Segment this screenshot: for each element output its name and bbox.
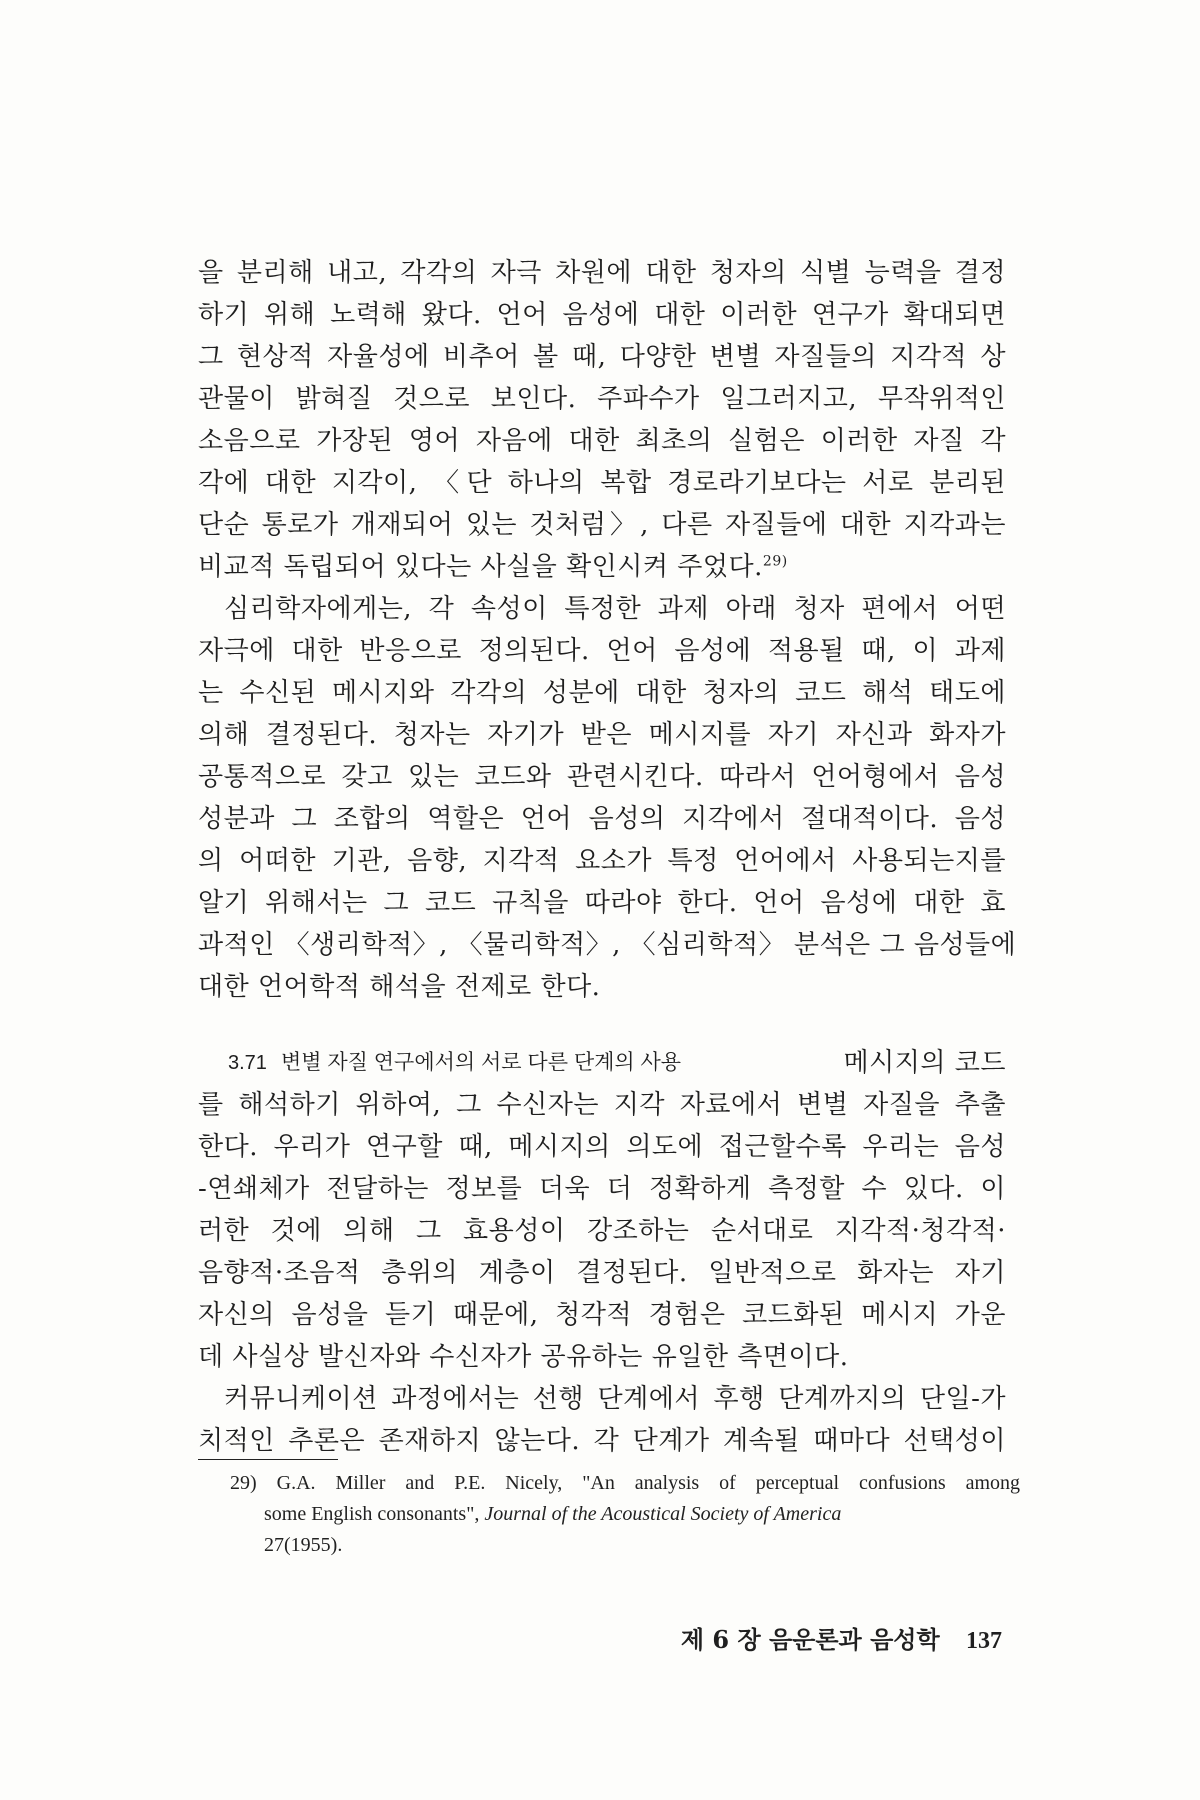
section-first-line-text: 메시지의 코드 (843, 1048, 1006, 1078)
text-line: 공통적으로 갖고 있는 코드와 관련시킨다. 따라서 언어형에서 음성 (198, 762, 1006, 792)
chapter-title: 제 6 장 음운론과 음성학 (680, 1625, 940, 1654)
section-number: 3.71 (228, 1052, 267, 1074)
footnote-29 (230, 1468, 1020, 1561)
section-title: 변별 자질 연구에서의 서로 다른 단계의 사용 (280, 1051, 682, 1074)
text-line: 치적인 추론은 존재하지 않는다. 각 단계가 계속될 때마다 선택성이 (198, 1426, 1006, 1456)
text-line: 심리학자에게는, 각 속성이 특정한 과제 아래 청자 편에서 어떤 (224, 594, 1006, 624)
text-line: 을 분리해 내고, 각각의 자극 차원에 대한 청자의 식별 능력을 결정 (198, 258, 1006, 288)
section-heading-line (198, 1042, 1006, 1084)
footnote-reference: 29) (762, 553, 788, 570)
body-text-top (198, 252, 1017, 1008)
text-line: 하기 위해 노력해 왔다. 언어 음성에 대한 이러한 연구가 확대되면 (198, 300, 1006, 330)
text-line: 데 사실상 발신자와 수신자가 공유하는 유일한 측면이다. (198, 1342, 849, 1372)
text-line: 소음으로 가장된 영어 자음에 대한 최초의 실험은 이러한 자질 각 (198, 426, 1006, 456)
text-line: 의해 결정된다. 청자는 자기가 받은 메시지를 자기 자신과 화자가 (198, 720, 1006, 750)
text-line: 커뮤니케이션 과정에서는 선행 단계에서 후행 단계까지의 단일-가 (224, 1384, 1006, 1414)
text-line: 알기 위해서는 그 코드 규칙을 따라야 한다. 언어 음성에 대한 효 (198, 888, 1006, 918)
body-text-section (198, 1042, 1006, 1462)
footnote-number: 29) (230, 1472, 257, 1494)
text-line: 과적인 〈생리학적〉, 〈물리학적〉, 〈심리학적〉 분석은 그 음성들에 (198, 930, 1017, 960)
text-line: 의 어떠한 기관, 음향, 지각적 요소가 특정 언어에서 사용되는지를 (198, 846, 1006, 876)
text-line: 성분과 그 조합의 역할은 언어 음성의 지각에서 절대적이다. 음성 (198, 804, 1006, 834)
running-footer (681, 1620, 1002, 1655)
text-line: 대한 언어학적 해석을 전제로 한다. (198, 972, 601, 1002)
text-line: 자신의 음성을 듣기 때문에, 청각적 경험은 코드화된 메시지 가운 (198, 1300, 1006, 1330)
text-line: 자극에 대한 반응으로 정의된다. 언어 음성에 적용될 때, 이 과제 (198, 636, 1006, 666)
text-line-content: 비교적 독립되어 있다는 사실을 확인시켜 주었다. (198, 552, 763, 582)
text-line-with-footnote-ref (198, 546, 1006, 588)
text-line: 음향적·조음적 층위의 계층이 결정된다. 일반적으로 화자는 자기 (198, 1258, 1006, 1288)
footnote-text: G.A. Miller and P.E. Nicely, "An analysis of perceptual confusions among (276, 1472, 1021, 1494)
text-line: 단순 통로가 개재되어 있는 것처럼〉, 다른 자질들에 대한 지각과는 (198, 510, 1006, 540)
text-line: 그 현상적 자율성에 비추어 볼 때, 다양한 변별 자질들의 지각적 상 (198, 342, 1006, 372)
text-line: 관물이 밝혀질 것으로 보인다. 주파수가 일그러지고, 무작위적인 (198, 384, 1006, 414)
footnote-line (230, 1499, 1020, 1530)
footnote-text: some English consonants", (264, 1503, 485, 1525)
text-line: 는 수신된 메시지와 각각의 성분에 대한 청자의 코드 해석 태도에 (198, 678, 1006, 708)
text-line: 를 해석하기 위하여, 그 수신자는 지각 자료에서 변별 자질을 추출 (198, 1090, 1006, 1120)
footnote-line: 27(1955). (264, 1534, 343, 1556)
text-line: -연쇄체가 전달하는 정보를 더욱 더 정확하게 측정할 수 있다. 이 (198, 1174, 1006, 1204)
journal-title: Journal of the Acoustical Society of America (484, 1503, 842, 1525)
page-number: 137 (966, 1628, 1002, 1654)
text-line: 각에 대한 지각이, 〈단 하나의 복합 경로라기보다는 서로 분리된 (198, 468, 1006, 498)
footnote-line (230, 1468, 1020, 1499)
text-line: 한다. 우리가 연구할 때, 메시지의 의도에 접근할수록 우리는 음성 (198, 1132, 1006, 1162)
footnote-divider (198, 1459, 338, 1460)
text-line: 러한 것에 의해 그 효용성이 강조하는 순서대로 지각적·청각적· (198, 1216, 1006, 1246)
